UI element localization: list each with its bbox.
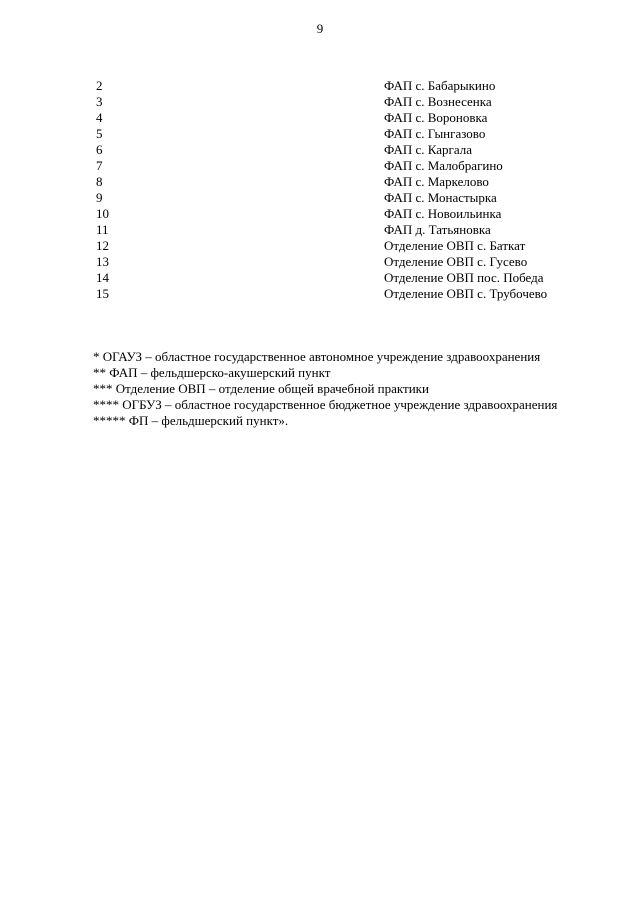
table-row [96,206,596,222]
facility-name: ФАП с. Бабарыкино [384,78,496,93]
row-number: 14 [96,270,109,285]
row-number: 6 [96,142,103,157]
footnote-fap: ** ФАП – фельдшерско-акушерский пункт [93,365,331,380]
facility-name: ФАП с. Маркелово [384,174,489,189]
footnotes [93,349,613,429]
footnote-ovp: *** Отделение ОВП – отделение общей врачебной практики [93,381,429,396]
table-row [96,158,596,174]
page-number: 9 [316,21,324,36]
facility-table [96,78,596,302]
table-row [96,254,596,270]
table-row [96,238,596,254]
footnote-ogbuz: **** ОГБУЗ – областное государственное бюджетное учреждение здравоохранения [93,397,558,412]
row-number: 3 [96,94,103,109]
facility-name: ФАП с. Гынгазово [384,126,486,141]
table-row [96,110,596,126]
facility-name: Отделение ОВП с. Трубочево [384,286,548,301]
facility-name: ФАП с. Монастырка [384,190,497,205]
facility-name: Отделение ОВП пос. Победа [384,270,544,285]
table-row [96,174,596,190]
facility-name: Отделение ОВП с. Баткат [384,238,526,253]
facility-name: ФАП с. Новоильинка [384,206,502,221]
row-number: 11 [96,222,109,237]
table-row [96,286,596,302]
table-row [96,270,596,286]
table-row [96,78,596,94]
footnote-ogauz: * ОГАУЗ – областное государственное автономное учреждение здравоохранения [93,349,541,364]
row-number: 15 [96,286,109,301]
row-number: 8 [96,174,103,189]
row-number: 7 [96,158,103,173]
facility-name: Отделение ОВП с. Гусево [384,254,528,269]
table-row [96,142,596,158]
row-number: 9 [96,190,103,205]
footnote-fp: ***** ФП – фельдшерский пункт». [93,413,289,428]
facility-name: ФАП д. Татьяновка [384,222,491,237]
table-row [96,190,596,206]
table-row [96,222,596,238]
facility-name: ФАП с. Каргала [384,142,472,157]
row-number: 12 [96,238,109,253]
facility-name: ФАП с. Вороновка [384,110,488,125]
table-row [96,126,596,142]
row-number: 13 [96,254,109,269]
row-number: 10 [96,206,109,221]
row-number: 5 [96,126,103,141]
table-row [96,94,596,110]
facility-name: ФАП с. Вознесенка [384,94,492,109]
row-number: 4 [96,110,103,125]
facility-name: ФАП с. Малобрагино [384,158,503,173]
row-number: 2 [96,78,103,93]
